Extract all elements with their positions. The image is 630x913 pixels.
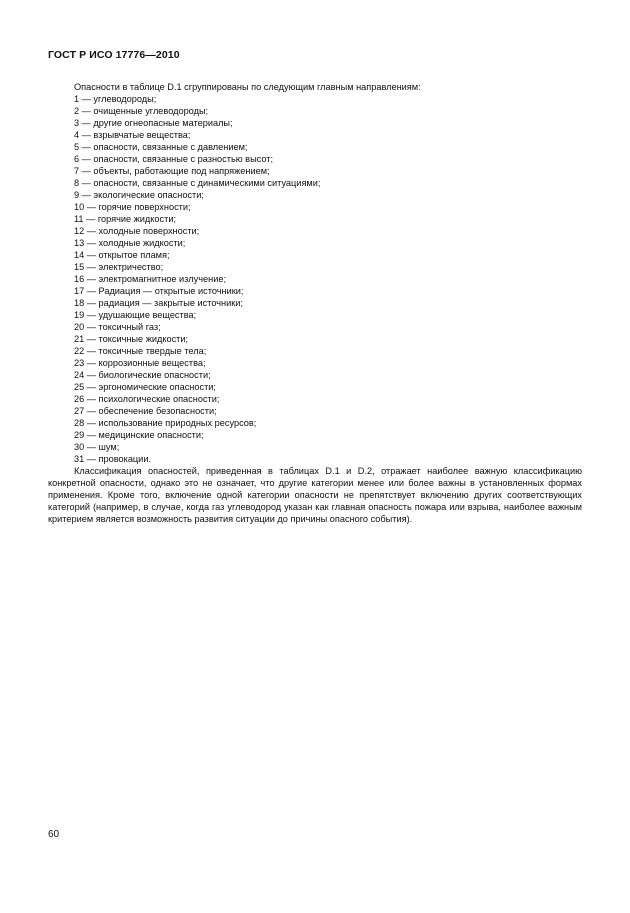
hazard-category-item: 4 — взрывчатые вещества; xyxy=(74,130,191,140)
document-header: ГОСТ Р ИСО 17776—2010 xyxy=(48,49,180,61)
hazard-category-item: 8 — опасности, связанные с динамическими ситуациями; xyxy=(74,178,321,188)
hazard-category-item: 14 — открытое пламя; xyxy=(74,250,170,260)
hazard-category-item: 7 — объекты, работающие под напряжением; xyxy=(74,166,270,176)
hazard-category-item: 18 — радиация — закрытые источники; xyxy=(74,298,243,308)
hazard-category-item: 5 — опасности, связанные с давлением; xyxy=(74,142,248,152)
hazard-category-item: 1 — углеводороды; xyxy=(74,94,157,104)
hazard-category-item: 21 — токсичные жидкости; xyxy=(74,334,189,344)
hazard-category-item: 6 — опасности, связанные с разностью высот; xyxy=(74,154,274,164)
hazard-category-item: 16 — электромагнитное излучение; xyxy=(74,274,227,284)
hazard-category-item: 13 — холодные жидкости; xyxy=(74,238,186,248)
hazard-category-item: 9 — экологические опасности; xyxy=(74,190,204,200)
hazard-category-item: 20 — токсичный газ; xyxy=(74,322,161,332)
hazard-category-item: 2 — очищенные углеводороды; xyxy=(74,106,209,116)
hazard-category-item: 15 — электричество; xyxy=(74,262,164,272)
hazard-category-item: 27 — обеспечение безопасности; xyxy=(74,406,217,416)
hazard-category-item: 10 — горячие поверхности; xyxy=(74,202,191,212)
hazard-category-item: 19 — удушающие вещества; xyxy=(74,310,197,320)
hazard-category-item: 23 — коррозионные вещества; xyxy=(74,358,206,368)
hazard-category-item: 3 — другие огнеопасные материалы; xyxy=(74,118,233,128)
hazard-category-item: 12 — холодные поверхности; xyxy=(74,226,200,236)
intro-text: Опасности в таблице D.1 сгруппированы по следующим главным направлениям: xyxy=(74,82,421,92)
classification-paragraph: Классификация опасностей, приведенная в таблицах D.1 и D.2, отражает наиболее важную классификацию конкретной опасности, однако это не означает, что другие категории менее или более важны в установленных формах применения. Кроме того, включение одной категории опасности не препятствует включению других соответствующих категорий (например, в случае, когда газ углеводород указан как главная опасность пожара или взрыва, наиболее важным критерием является возможность развития ситуации до причины опасного события). xyxy=(48,466,582,524)
hazard-category-item: 24 — биологические опасности; xyxy=(74,370,211,380)
hazard-category-item: 30 — шум; xyxy=(74,442,120,452)
hazard-category-item: 22 — токсичные твердые тела; xyxy=(74,346,207,356)
hazard-category-item: 25 — эргономические опасности; xyxy=(74,382,216,392)
hazard-category-item: 28 — использование природных ресурсов; xyxy=(74,418,257,428)
page-number: 60 xyxy=(48,829,60,840)
hazard-category-item: 11 — горячие жидкости; xyxy=(74,214,177,224)
hazard-category-list xyxy=(48,93,582,465)
hazard-category-item: 29 — медицинские опасности; xyxy=(74,430,204,440)
page-content xyxy=(48,81,582,525)
hazard-category-item: 17 — Радиация — открытые источники; xyxy=(74,286,244,296)
hazard-category-item: 31 — провокации. xyxy=(74,454,152,464)
hazard-category-item: 26 — психологические опасности; xyxy=(74,394,220,404)
